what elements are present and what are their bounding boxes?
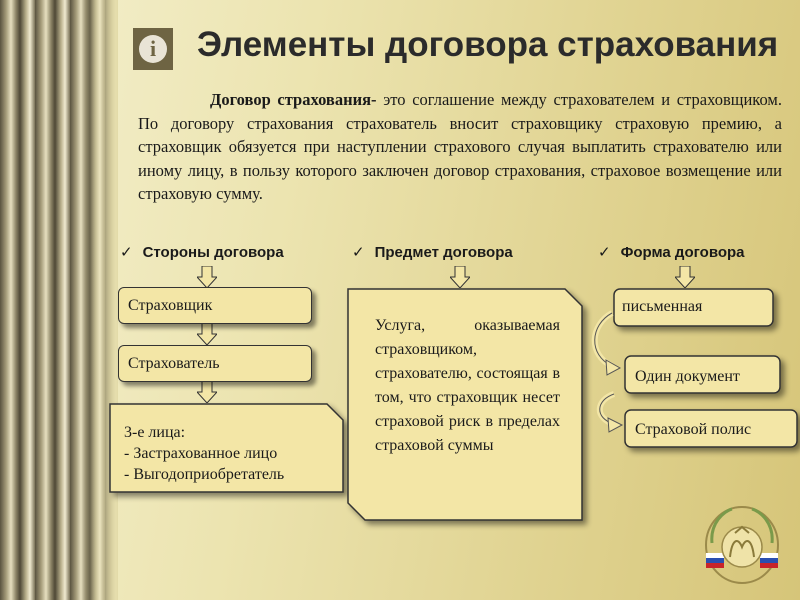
box-subject-text: Услуга, оказываемая страховщиком, страхователю, состоящая в том, что страховщик несет страховой риск в пределах страховой суммы bbox=[375, 317, 560, 454]
info-icon: i bbox=[133, 28, 173, 70]
emblem-logo bbox=[702, 503, 782, 585]
check-icon: ✓ bbox=[598, 244, 611, 261]
third-parties-item: - Застрахованное лицо bbox=[124, 445, 278, 462]
third-parties-title: 3-е лица: bbox=[124, 424, 186, 441]
check-icon: ✓ bbox=[352, 244, 365, 261]
curved-arrow-icon bbox=[595, 313, 612, 366]
third-parties-item: - Выгодоприобретатель bbox=[124, 466, 285, 483]
check-icon: ✓ bbox=[120, 244, 133, 261]
definition-text: это соглашение между страхователем и страховщиком. По договору страхования страхователь вносит страховщику страховую премию, а страховщик обязуется при наступлении страхового случая выплатить страхователю или иному лицу, в пользу которого заключен договор страхования, страховое возмещение или страховую сумму. bbox=[138, 90, 782, 203]
heading-subject-label: Предмет договора bbox=[374, 244, 513, 261]
box-one-document: Один документ bbox=[635, 368, 740, 385]
heading-parties-label: Стороны договора bbox=[142, 244, 284, 261]
definition-term: Договор страхования- bbox=[210, 90, 377, 109]
heading-form-label: Форма договора bbox=[620, 244, 745, 261]
box-third-parties bbox=[124, 422, 284, 485]
box-policy: Страховой полис bbox=[635, 421, 752, 438]
page-title: Элементы договора страхования bbox=[197, 25, 779, 64]
box-insured-label: Страхователь bbox=[128, 355, 220, 372]
box-insurer-label: Страховщик bbox=[128, 297, 213, 314]
box-written: письменная bbox=[622, 298, 703, 315]
